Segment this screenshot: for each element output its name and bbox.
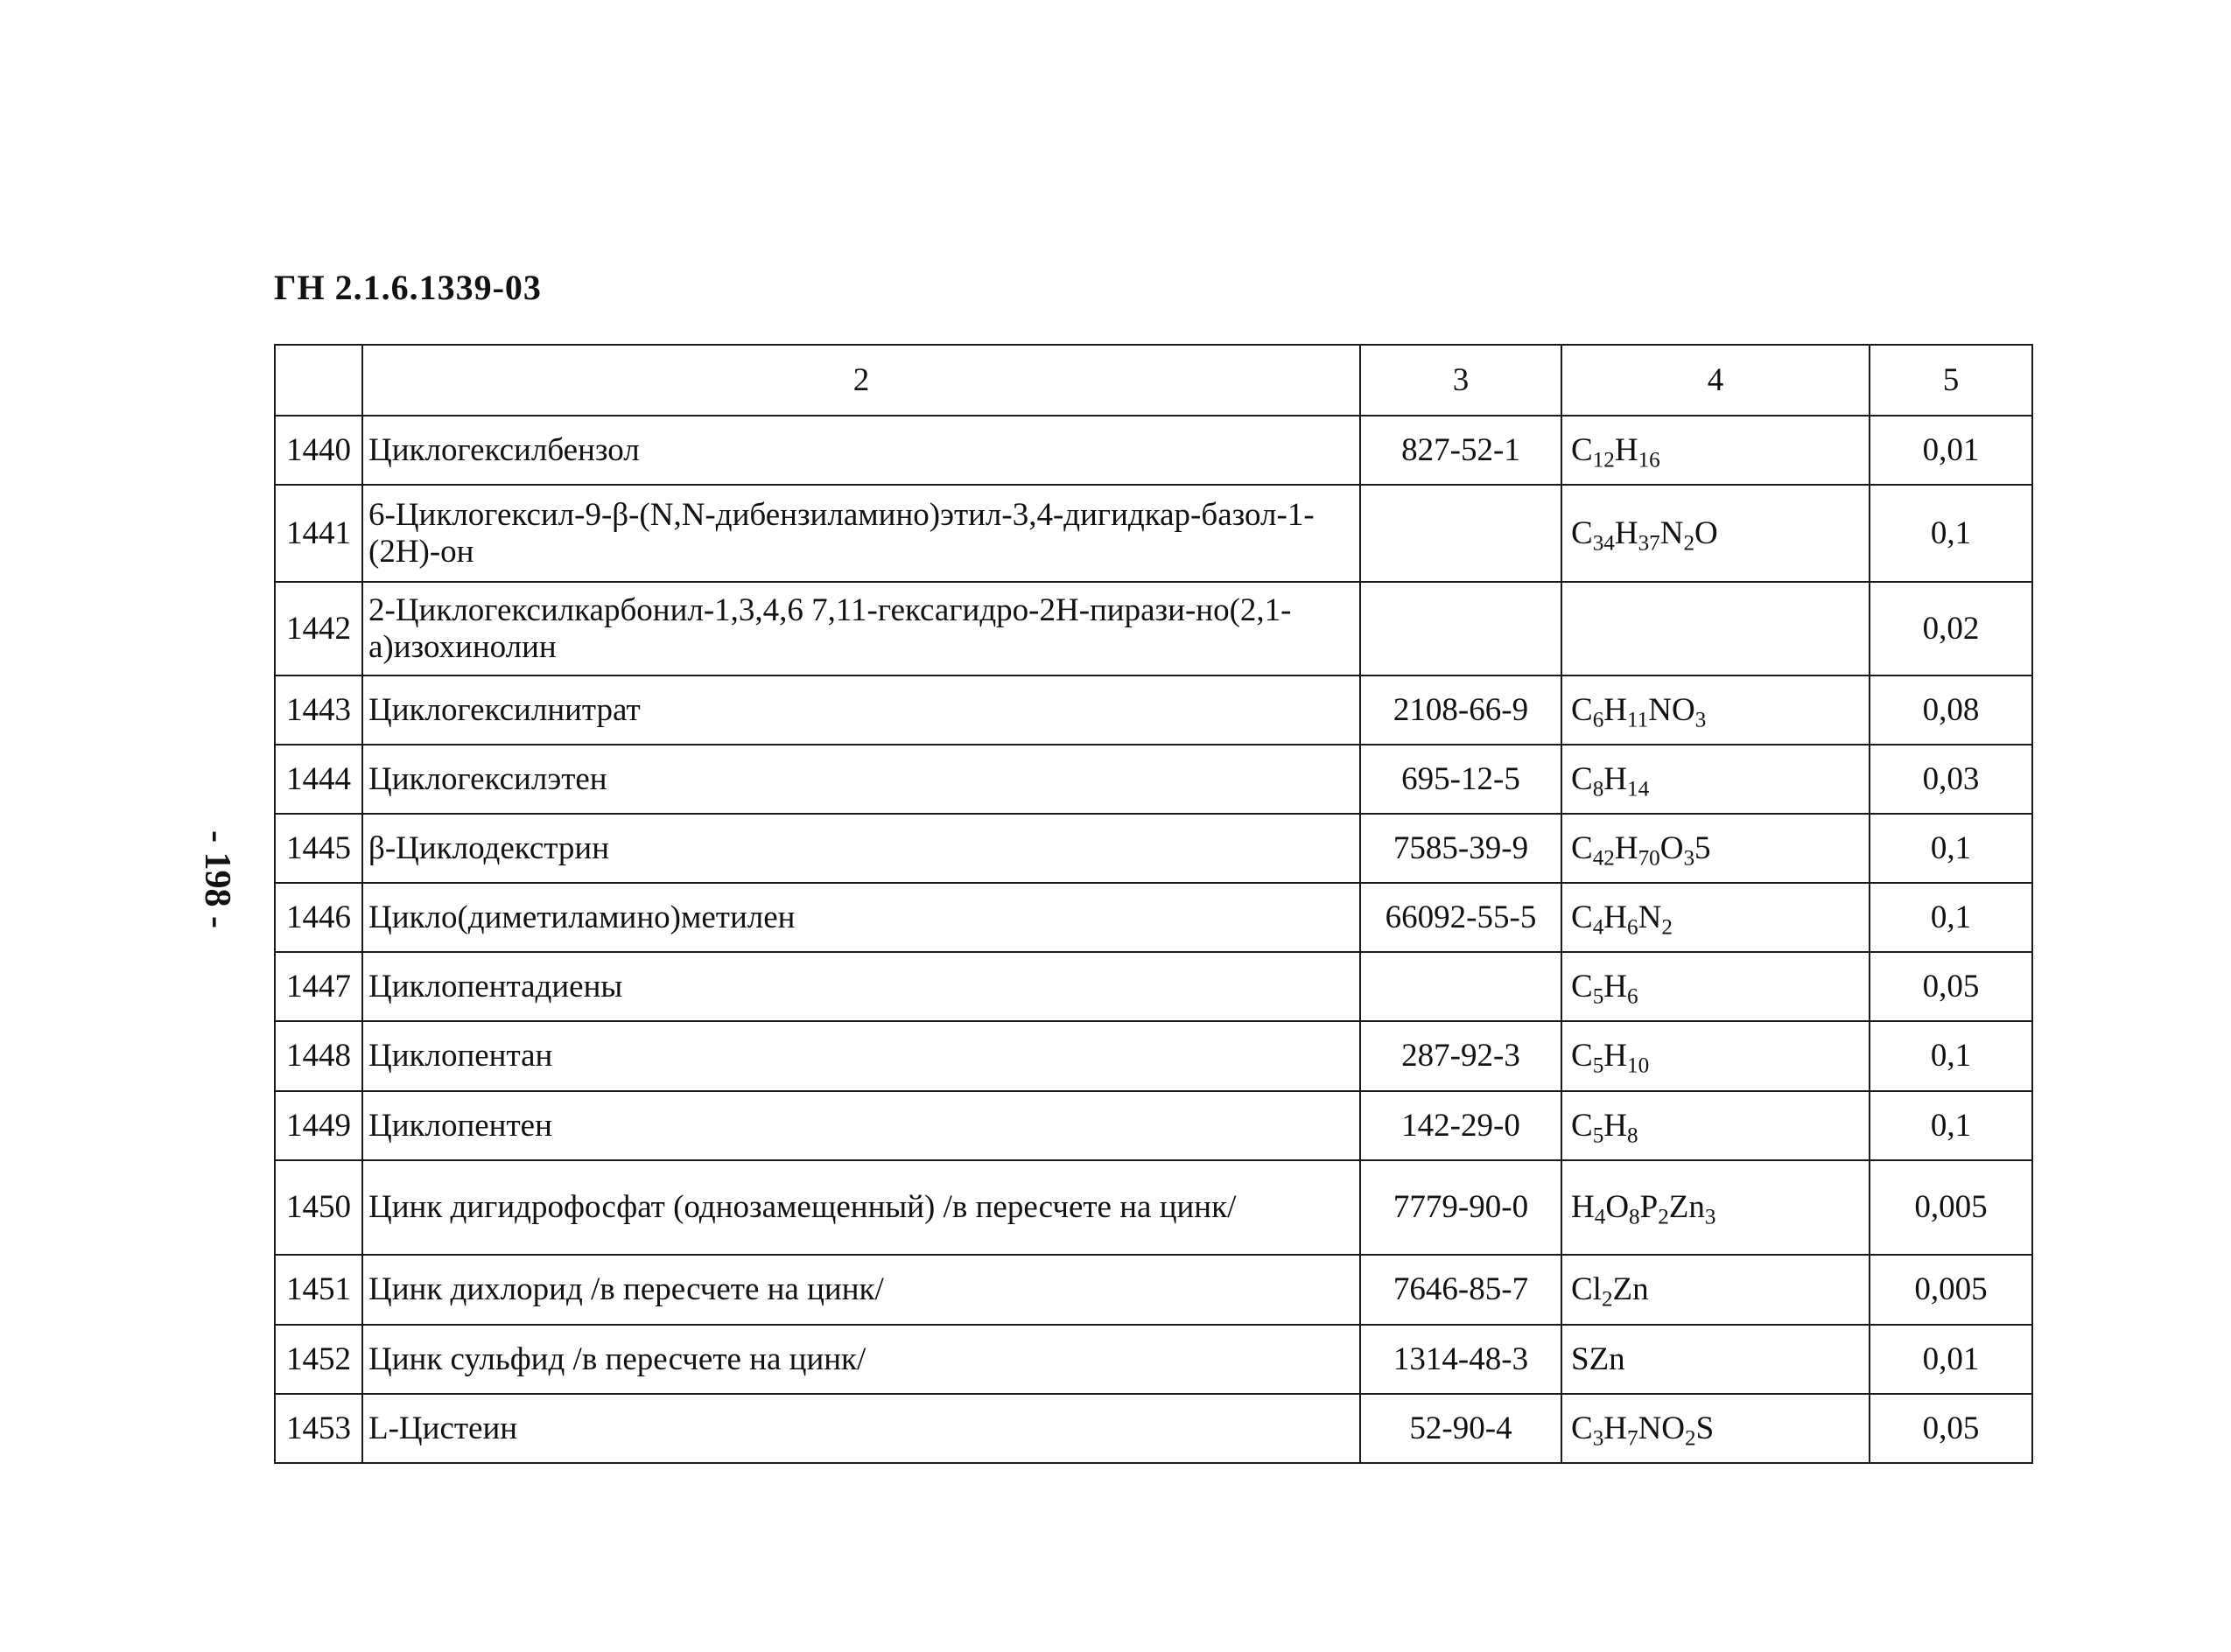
formula-subscript: 16: [1638, 448, 1660, 472]
formula-symbol: C: [1571, 760, 1593, 797]
limit-value: 0,1: [1870, 1091, 2032, 1160]
table-row: [275, 745, 2032, 814]
substance-name: 6-Циклогексил-9-β-(N,N-дибензиламино)этил-3,4-дигидкар-базол-1-(2H)-он: [362, 485, 1360, 582]
substance-name: Цинк дигидрофосфат (однозамещенный) /в пересчете на цинк/: [362, 1160, 1360, 1255]
formula-subscript: 6: [1592, 708, 1604, 732]
formula-subscript: 8: [1592, 777, 1604, 802]
formula-symbol: H: [1614, 514, 1638, 551]
limit-value: 0,01: [1870, 416, 2032, 485]
formula-symbol: S: [1695, 1410, 1715, 1446]
formula-symbol: O: [1659, 830, 1684, 866]
cas-number: 7646-85-7: [1360, 1255, 1561, 1325]
chemical-formula: [1561, 952, 1870, 1021]
formula-subscript: 8: [1629, 1205, 1640, 1229]
formula-subscript: 5: [1592, 1054, 1604, 1078]
substance-name: Циклопентан: [362, 1021, 1360, 1091]
row-number: 1441: [275, 485, 362, 582]
formula-subscript: 34: [1592, 531, 1615, 556]
formula-subscript: 14: [1627, 777, 1650, 802]
limit-value: 0,1: [1870, 814, 2032, 883]
formula-subscript: 12: [1592, 448, 1615, 472]
formula-symbol: Cl: [1571, 1271, 1602, 1307]
formula-subscript: 4: [1594, 1205, 1606, 1229]
limit-value: 0,005: [1870, 1160, 2032, 1255]
substance-name: Циклогексилбензол: [362, 416, 1360, 485]
formula-symbol: H: [1603, 968, 1627, 1004]
formula-symbol: C: [1571, 691, 1593, 728]
formula-symbol: H: [1603, 1107, 1627, 1144]
table-row: [275, 883, 2032, 952]
formula-symbol: C: [1571, 968, 1593, 1004]
table-row: [275, 952, 2032, 1021]
formula-symbol: H: [1603, 1410, 1627, 1446]
chemical-formula: [1561, 582, 1870, 676]
cas-number: 7779-90-0: [1360, 1160, 1561, 1255]
formula-subscript: 70: [1638, 846, 1660, 871]
formula-symbol: H: [1614, 431, 1638, 468]
formula-subscript: 37: [1638, 531, 1660, 556]
formula-symbol: C: [1571, 1410, 1593, 1446]
row-number: 1452: [275, 1325, 362, 1394]
chemical-formula: [1561, 1255, 1870, 1325]
column-header-4: 4: [1561, 345, 1870, 416]
formula-subscript: 2: [1658, 1205, 1669, 1229]
formula-symbol: C: [1571, 1038, 1593, 1074]
row-number: 1446: [275, 883, 362, 952]
limit-value: 0,1: [1870, 485, 2032, 582]
formula-symbol: Zn: [1668, 1189, 1705, 1225]
row-number: 1443: [275, 676, 362, 745]
row-number: 1453: [275, 1394, 362, 1463]
substance-name: 2-Циклогексилкарбонил-1,3,4,6 7,11-гексагидро-2H-пирази-но(2,1-а)изохинолин: [362, 582, 1360, 676]
table-row: [275, 1394, 2032, 1463]
cas-number: [1360, 485, 1561, 582]
column-header-5: 5: [1870, 345, 2032, 416]
formula-subscript: 3: [1592, 1426, 1604, 1451]
row-number: 1449: [275, 1091, 362, 1160]
table-row: [275, 1325, 2032, 1394]
limit-value: 0,005: [1870, 1255, 2032, 1325]
formula-subscript: 5: [1592, 984, 1604, 1009]
cas-number: 7585-39-9: [1360, 814, 1561, 883]
row-number: 1451: [275, 1255, 362, 1325]
table-row: [275, 485, 2032, 582]
chemical-formula: [1561, 1325, 1870, 1394]
formula-symbol: C: [1571, 431, 1593, 468]
cas-number: 142-29-0: [1360, 1091, 1561, 1160]
formula-symbol: O: [1605, 1189, 1630, 1225]
row-number: 1447: [275, 952, 362, 1021]
formula-symbol: H: [1571, 1189, 1595, 1225]
substance-name: Цинк сульфид /в пересчете на цинк/: [362, 1325, 1360, 1394]
cas-number: 287-92-3: [1360, 1021, 1561, 1091]
table-header-row: [275, 345, 2032, 416]
substance-name: β-Циклодекстрин: [362, 814, 1360, 883]
chemical-formula: [1561, 485, 1870, 582]
table-row: [275, 1091, 2032, 1160]
limit-value: 0,1: [1870, 1021, 2032, 1091]
cas-number: 695-12-5: [1360, 745, 1561, 814]
formula-symbol: 5: [1694, 830, 1711, 866]
formula-symbol: H: [1603, 1038, 1627, 1074]
substance-name: Циклопентадиены: [362, 952, 1360, 1021]
formula-subscript: 2: [1661, 915, 1673, 940]
formula-subscript: 11: [1627, 708, 1649, 732]
formula-subscript: 4: [1592, 915, 1604, 940]
formula-symbol: NO: [1648, 691, 1695, 728]
row-number: 1440: [275, 416, 362, 485]
cas-number: 52-90-4: [1360, 1394, 1561, 1463]
formula-subscript: 42: [1592, 846, 1615, 871]
formula-symbol: C: [1571, 830, 1593, 866]
chemical-formula: [1561, 745, 1870, 814]
formula-symbol: Zn: [1612, 1271, 1649, 1307]
table-row: [275, 1160, 2032, 1255]
substances-table: [274, 344, 2033, 1464]
formula-subscript: 2: [1683, 531, 1695, 556]
chemical-formula: [1561, 883, 1870, 952]
row-number: 1442: [275, 582, 362, 676]
formula-subscript: 6: [1627, 984, 1638, 1009]
limit-value: 0,05: [1870, 952, 2032, 1021]
formula-symbol: N: [1638, 899, 1662, 935]
cas-number: 827-52-1: [1360, 416, 1561, 485]
formula-symbol: N: [1659, 514, 1684, 551]
cas-number: [1360, 952, 1561, 1021]
substance-name: Цикло(диметиламино)метилен: [362, 883, 1360, 952]
limit-value: 0,08: [1870, 676, 2032, 745]
document-code: ГН 2.1.6.1339-03: [274, 268, 542, 307]
cas-number: 1314-48-3: [1360, 1325, 1561, 1394]
limit-value: 0,02: [1870, 582, 2032, 676]
column-header-2: 2: [362, 345, 1360, 416]
chemical-formula: [1561, 416, 1870, 485]
formula-subscript: 7: [1627, 1426, 1638, 1451]
formula-symbol: C: [1571, 514, 1593, 551]
limit-value: 0,05: [1870, 1394, 2032, 1463]
row-number: 1444: [275, 745, 362, 814]
page-number: - 198 -: [197, 830, 237, 928]
table-row: [275, 416, 2032, 485]
limit-value: 0,03: [1870, 745, 2032, 814]
chemical-formula: [1561, 1091, 1870, 1160]
formula-subscript: 5: [1592, 1124, 1604, 1148]
limit-value: 0,1: [1870, 883, 2032, 952]
formula-symbol: NO: [1638, 1410, 1686, 1446]
formula-subscript: 10: [1627, 1054, 1650, 1078]
substance-name: L-Цистеин: [362, 1394, 1360, 1463]
formula-subscript: 3: [1694, 708, 1707, 732]
chemical-formula: [1561, 1160, 1870, 1255]
chemical-formula: [1561, 1394, 1870, 1463]
table-row: [275, 1255, 2032, 1325]
formula-subscript: 6: [1627, 915, 1638, 940]
substance-name: Циклогексилэтен: [362, 745, 1360, 814]
formula-symbol: C: [1571, 899, 1593, 935]
formula-symbol: P: [1639, 1189, 1659, 1225]
column-header-1: [275, 345, 362, 416]
formula-subscript: 3: [1683, 846, 1695, 871]
chemical-formula: [1561, 814, 1870, 883]
substance-name: Циклопентен: [362, 1091, 1360, 1160]
substance-name: Цинк дихлорид /в пересчете на цинк/: [362, 1255, 1360, 1325]
table-row: [275, 1021, 2032, 1091]
formula-subscript: 2: [1601, 1287, 1613, 1312]
formula-symbol: H: [1603, 760, 1627, 797]
table-row: [275, 814, 2032, 883]
table-row: [275, 676, 2032, 745]
limit-value: 0,01: [1870, 1325, 2032, 1394]
formula-symbol: SZn: [1571, 1340, 1625, 1377]
row-number: 1448: [275, 1021, 362, 1091]
chemical-formula: [1561, 1021, 1870, 1091]
formula-symbol: H: [1603, 899, 1627, 935]
column-header-3: 3: [1360, 345, 1561, 416]
table-row: [275, 582, 2032, 676]
formula-symbol: O: [1694, 514, 1718, 551]
formula-subscript: 2: [1685, 1426, 1696, 1451]
row-number: 1450: [275, 1160, 362, 1255]
cas-number: [1360, 582, 1561, 676]
formula-symbol: C: [1571, 1107, 1593, 1144]
cas-number: 66092-55-5: [1360, 883, 1561, 952]
substance-name: Циклогексилнитрат: [362, 676, 1360, 745]
formula-symbol: H: [1614, 830, 1638, 866]
chemical-formula: [1561, 676, 1870, 745]
cas-number: 2108-66-9: [1360, 676, 1561, 745]
row-number: 1445: [275, 814, 362, 883]
formula-subscript: 8: [1627, 1124, 1638, 1148]
formula-subscript: 3: [1704, 1205, 1716, 1229]
formula-symbol: H: [1603, 691, 1627, 728]
